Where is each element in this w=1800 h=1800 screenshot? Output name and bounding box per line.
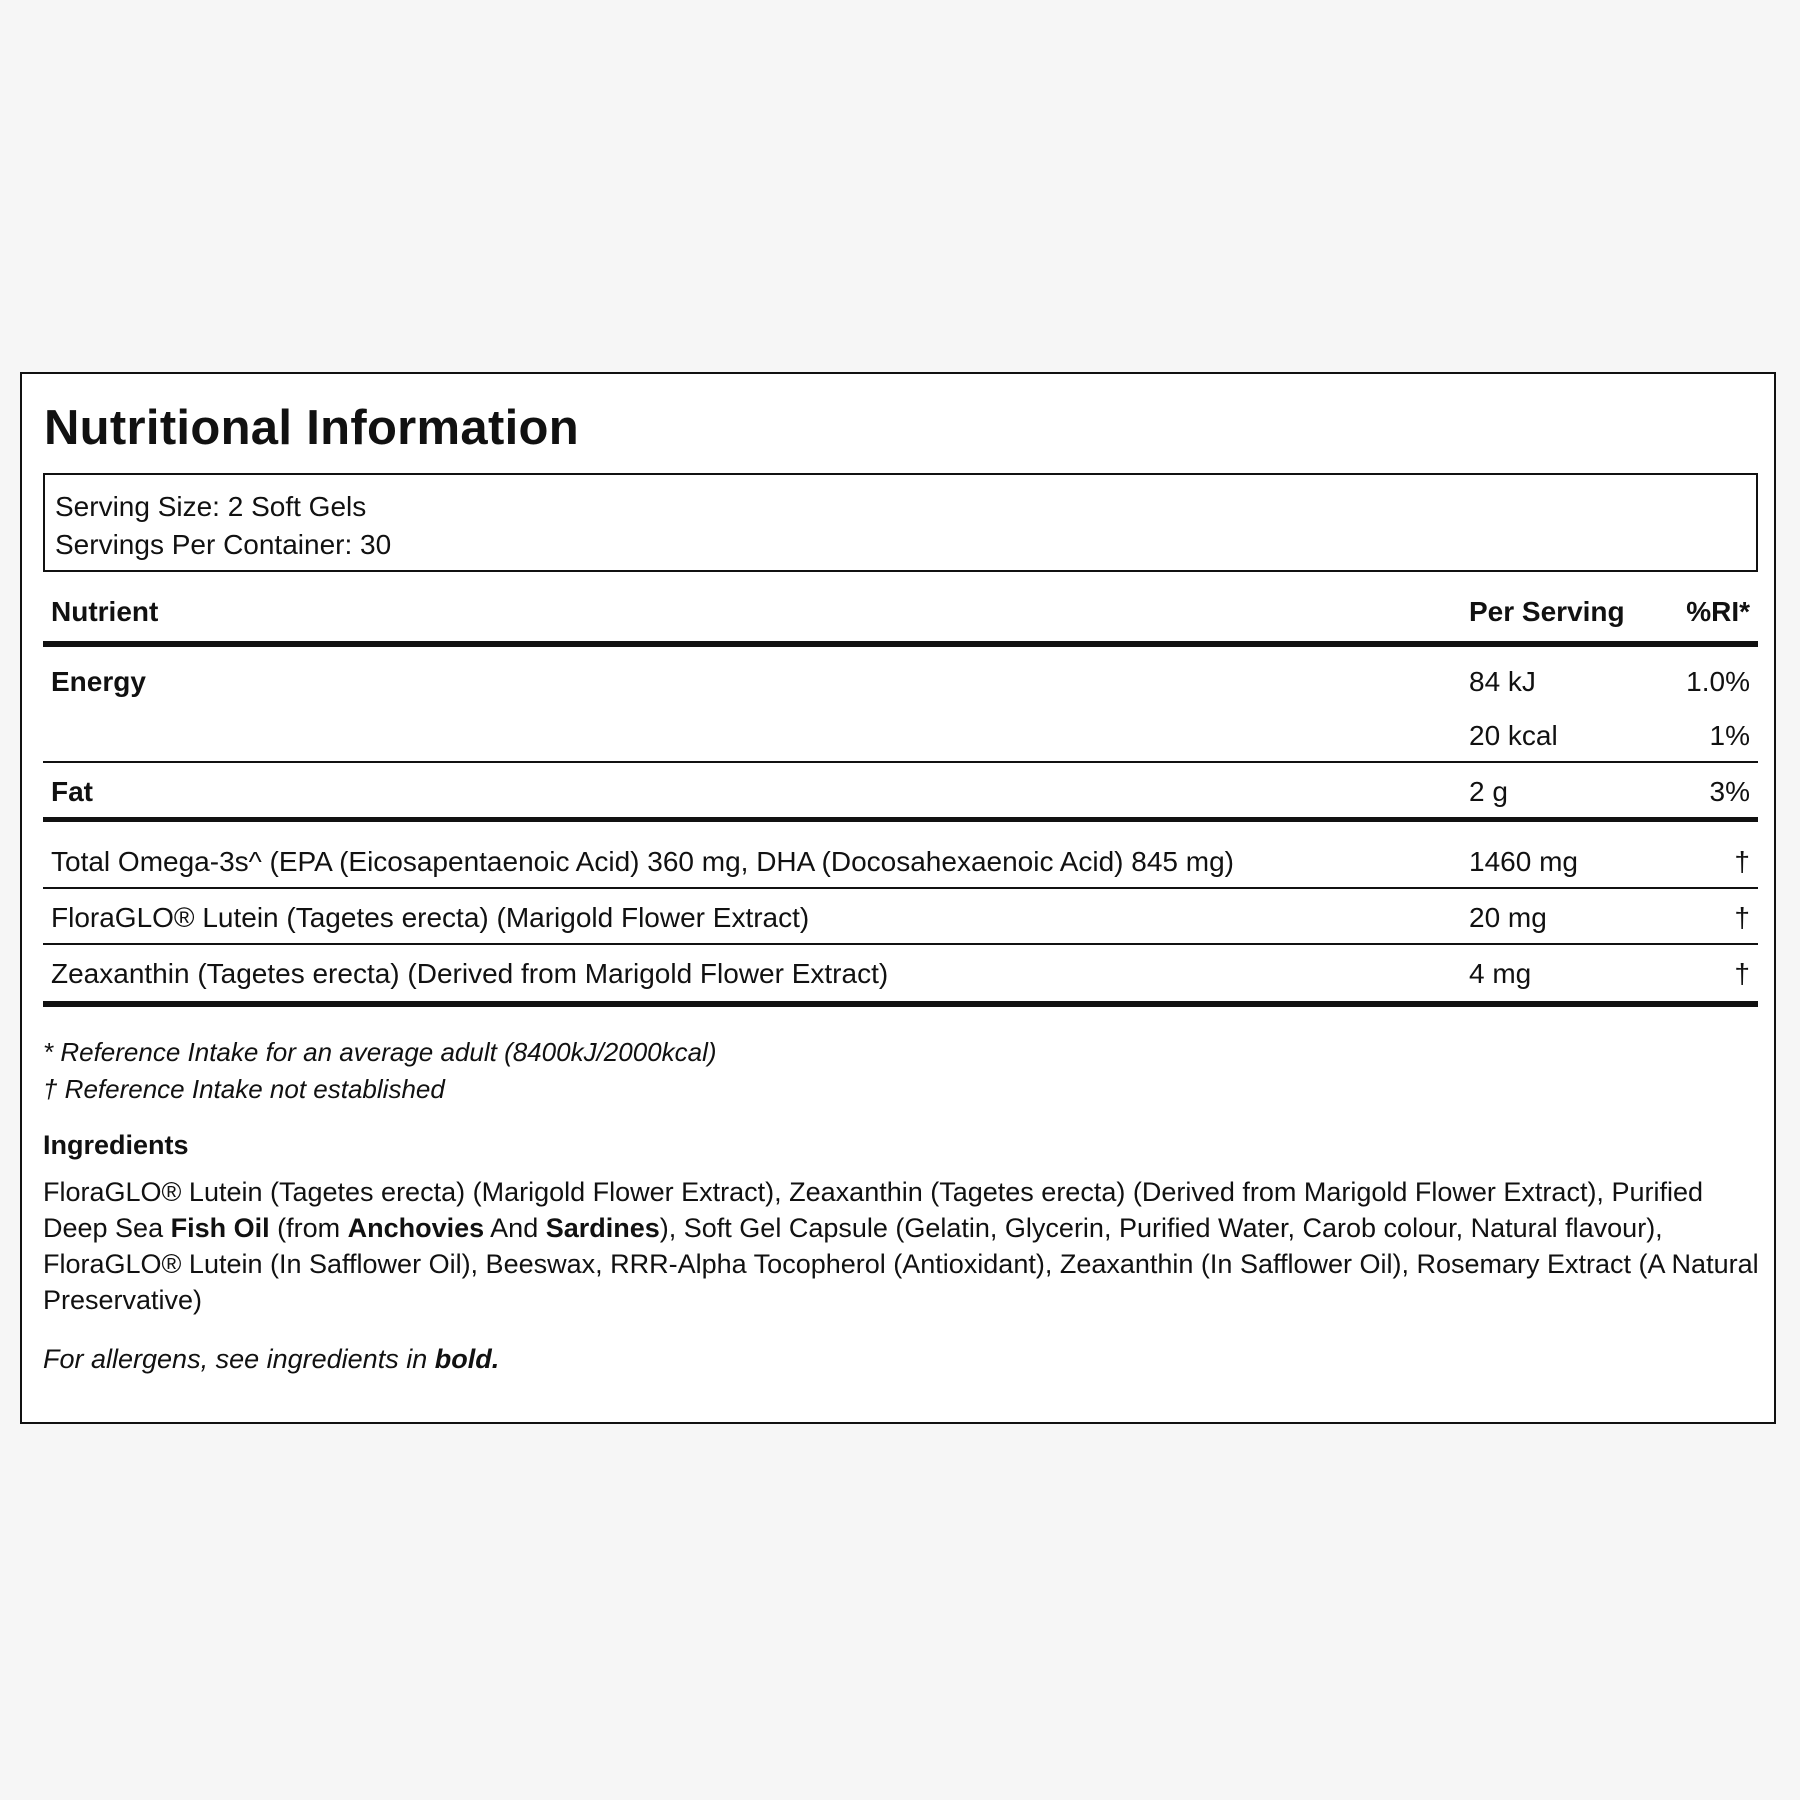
header-divider — [43, 641, 1758, 647]
ingredients-part: ), Soft Gel Capsule (Gelatin, Glycerin, Purified Water, Carob colour, Natural flavour), FloraGLO® Lutein (In Safflower Oil), Beeswax, RRR-Alpha Tocopherol (Antioxidant), Zeaxanthin (In Safflower Oil), Rosemary Extract (A Natural Preservative) — [43, 1213, 1759, 1315]
row-divider — [43, 943, 1758, 945]
footnote-ri: * Reference Intake for an average adult (8400kJ/2000kcal) — [43, 1037, 717, 1067]
page-title: Nutritional Information — [44, 401, 579, 455]
nutrient-name: FloraGLO® Lutein (Tagetes erecta) (Marigold Flower Extract) — [51, 902, 810, 933]
fat-ri: 3% — [1709, 776, 1750, 807]
ingredients-heading: Ingredients — [43, 1130, 189, 1160]
nutrient-amount: 4 mg — [1469, 958, 1532, 989]
nutrient-ri: † — [1734, 902, 1750, 933]
section-divider — [43, 817, 1758, 822]
servings-per-container: Servings Per Container: 30 — [55, 529, 392, 560]
footnote-not-established: † Reference Intake not established — [43, 1074, 445, 1104]
nutrient-name: Total Omega-3s^ (EPA (Eicosapentaenoic Acid) 360 mg, DHA (Docosahexaenoic Acid) 845 mg) — [51, 846, 1234, 877]
energy-kcal: 20 kcal — [1469, 720, 1558, 751]
footnotes — [43, 1034, 717, 1108]
allergen-sardines: Sardines — [545, 1213, 660, 1243]
header-nutrient: Nutrient — [51, 596, 159, 627]
fat-amount: 2 g — [1469, 776, 1508, 807]
serving-size: Serving Size: 2 Soft Gels — [55, 491, 367, 522]
row-divider — [43, 761, 1758, 763]
table-header — [43, 596, 1758, 636]
nutrient-amount: 20 mg — [1469, 902, 1547, 933]
nutrient-name: Zeaxanthin (Tagetes erecta) (Derived from Marigold Flower Extract) — [51, 958, 889, 989]
table-row-fat — [43, 776, 1758, 816]
table-row — [43, 958, 1758, 998]
ingredients-part: (from — [269, 1213, 348, 1243]
ingredients-part: And — [484, 1213, 546, 1243]
energy-label: Energy — [51, 666, 146, 697]
allergen-note — [43, 1344, 499, 1375]
header-ri: %RI* — [1686, 596, 1750, 627]
nutrient-amount: 1460 mg — [1469, 846, 1578, 877]
ingredients-text — [43, 1174, 1763, 1318]
allergen-note-text: For allergens, see ingredients in — [43, 1344, 435, 1374]
ingredients-part: FloraGLO® Lutein (Tagetes erecta) (Marigold Flower Extract), Zeaxanthin (Tagetes erecta) (Derived from Marigold Flower Extract), Purified Deep Sea — [43, 1177, 1703, 1243]
allergen-fish-oil: Fish Oil — [170, 1213, 270, 1243]
energy-kj-ri: 1.0% — [1686, 666, 1750, 697]
fat-label: Fat — [51, 776, 93, 807]
serving-info-box — [43, 473, 1758, 572]
allergen-anchovies: Anchovies — [347, 1213, 485, 1243]
table-row — [43, 902, 1758, 942]
energy-kcal-ri: 1% — [1709, 720, 1750, 751]
allergen-note-bold: bold. — [434, 1344, 500, 1374]
nutrition-panel — [20, 372, 1776, 1424]
row-divider — [43, 887, 1758, 889]
table-row — [43, 846, 1758, 886]
table-row-energy-kcal — [43, 720, 1758, 760]
table-row-energy-kj — [43, 666, 1758, 706]
nutrient-ri: † — [1734, 958, 1750, 989]
header-per-serving: Per Serving — [1469, 596, 1625, 627]
nutrient-ri: † — [1734, 846, 1750, 877]
table-bottom-rule — [43, 1001, 1758, 1007]
energy-kj: 84 kJ — [1469, 666, 1536, 697]
